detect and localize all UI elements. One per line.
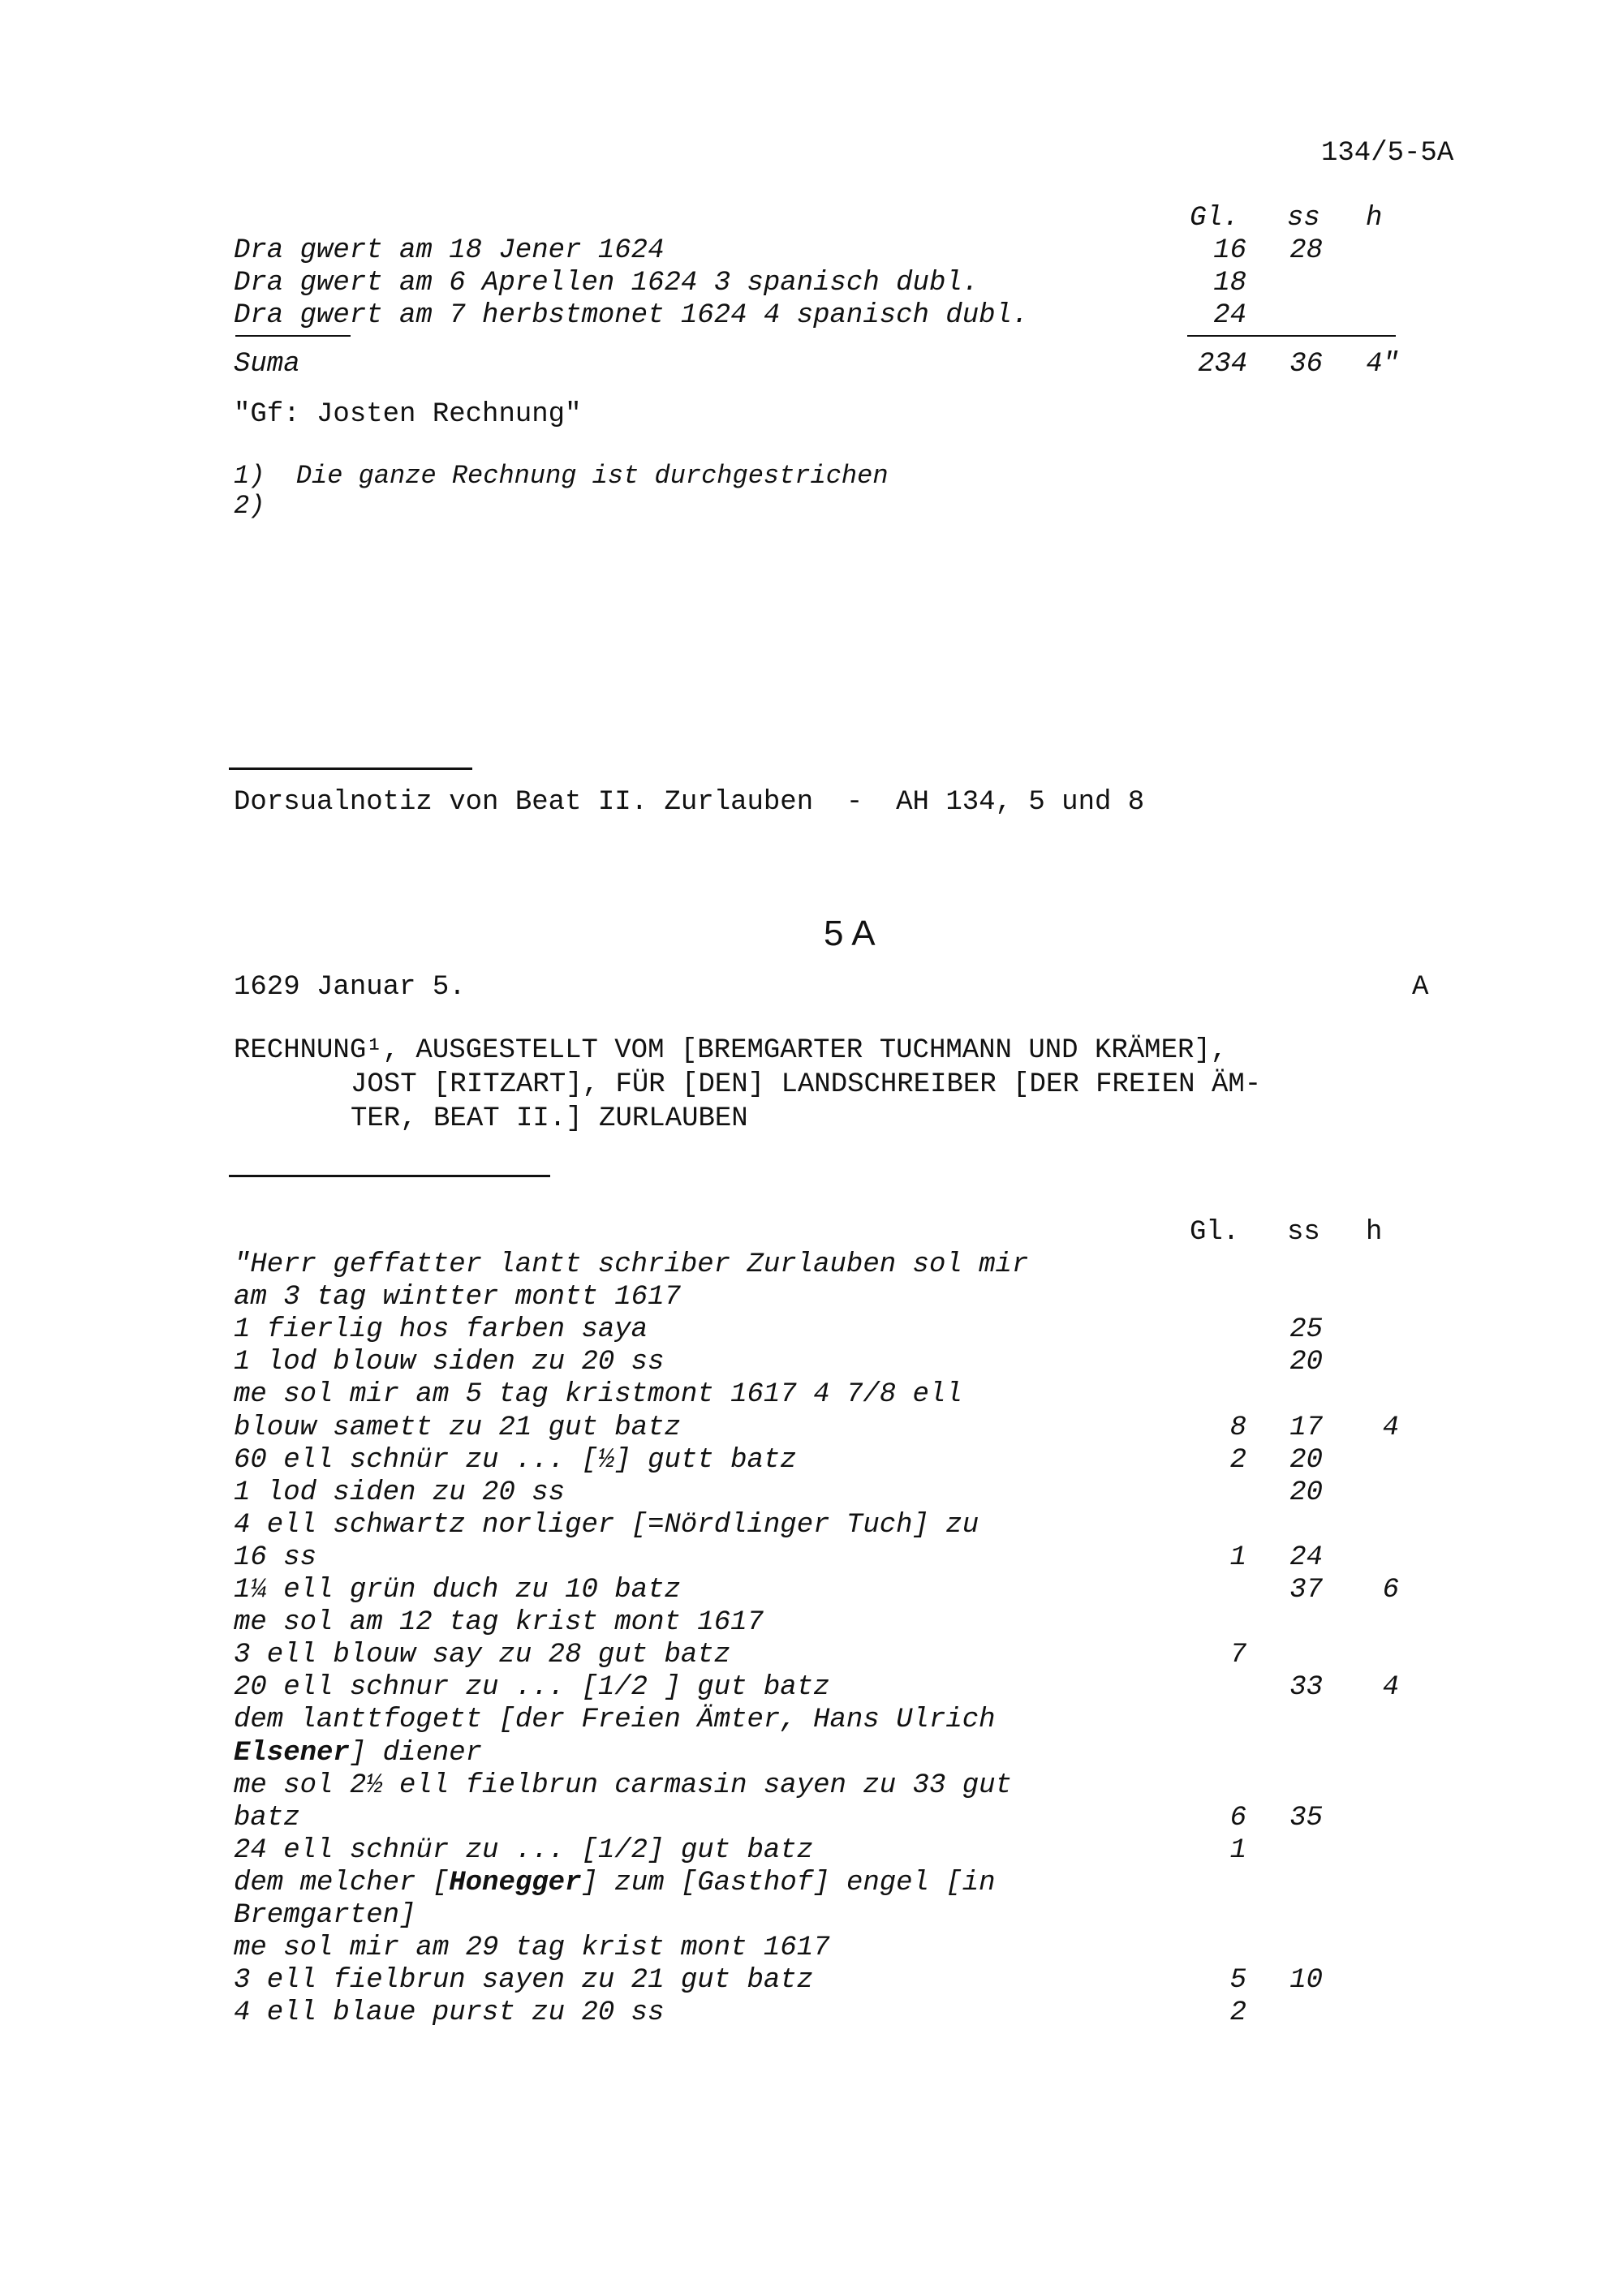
ss-value: 28 [1289, 235, 1323, 266]
gl-value: 16 [1213, 235, 1246, 266]
sum-h: 4" [1366, 349, 1399, 380]
table-row [234, 1412, 681, 1443]
sum-ss: 36 [1289, 349, 1323, 380]
table-row [234, 1803, 300, 1834]
table-row [234, 1835, 813, 1866]
table-row [234, 1249, 1028, 1280]
ss-value: 20 [1289, 1347, 1323, 1378]
row-text: me sol 2½ ell fielbrun carmasin sayen zu 33 gut [234, 1770, 1012, 1801]
ss-value: 10 [1289, 1965, 1323, 1996]
col-header-ss: ss [1287, 203, 1320, 234]
ss-value: 20 [1289, 1445, 1323, 1476]
col-header-ss: ss [1287, 1217, 1320, 1248]
table-row-text: Dra gwert am 6 Aprellen 1624 3 spanisch dubl. [234, 268, 979, 299]
gl-value: 24 [1213, 300, 1246, 331]
row-text: dem lanttfogett [der Freien Ämter, Hans Ulrich [234, 1705, 996, 1735]
gl-value: 2 [1229, 1997, 1246, 2028]
divider [229, 1175, 550, 1177]
ss-value: 35 [1289, 1803, 1323, 1834]
table-row [234, 1770, 1012, 1801]
row-text-continued: ] zum [Gasthof] engel [in [581, 1868, 996, 1898]
row-text: me sol mir am 29 tag krist mont 1617 [234, 1933, 830, 1963]
section-title-line-1: RECHNUNG¹, AUSGESTELLT VOM [BREMGARTER TUCHMANN UND KRÄMER], [234, 1035, 1228, 1066]
table-row [234, 1445, 797, 1476]
row-bold-name: Honegger [449, 1868, 582, 1898]
row-text: 4 ell schwartz norliger [=Nördlinger Tuch] zu [234, 1510, 979, 1541]
ss-value: 33 [1289, 1672, 1323, 1703]
gl-value: 1 [1229, 1835, 1246, 1866]
row-bold-name: Elsener [234, 1738, 350, 1769]
gl-value: 18 [1213, 268, 1246, 299]
note-title: "Gf: Josten Rechnung" [234, 399, 582, 430]
row-text: 20 ell schnur zu ... [1/2 ] gut batz [234, 1672, 830, 1703]
table-row [234, 1933, 830, 1963]
divider [229, 767, 472, 770]
gl-value: 2 [1229, 1445, 1246, 1476]
ss-value: 37 [1289, 1575, 1323, 1606]
gl-value: 1 [1229, 1542, 1246, 1573]
col-header-h: h [1366, 203, 1383, 234]
sum-label: Suma [234, 349, 300, 380]
h-value: 4 [1382, 1412, 1399, 1443]
table-row-text: Dra gwert am 18 Jener 1624 [234, 235, 665, 266]
table-row [234, 1868, 996, 1898]
table-row [234, 1510, 979, 1541]
col-header-gl: Gl. [1190, 1217, 1240, 1248]
ss-value: 20 [1289, 1477, 1323, 1508]
sum-rule [1187, 335, 1396, 337]
row-text: blouw samett zu 21 gut batz [234, 1412, 681, 1443]
table-row [234, 1965, 813, 1996]
row-text: 24 ell schnür zu ... [1/2] gut batz [234, 1835, 814, 1866]
row-text: 60 ell schnür zu ... [½] gutt batz [234, 1445, 797, 1476]
ss-value: 17 [1289, 1412, 1323, 1443]
table-row [234, 1640, 730, 1670]
h-value: 4 [1382, 1672, 1399, 1703]
sum-gl: 234 [1198, 349, 1248, 380]
table-row [234, 1607, 764, 1638]
table-row [234, 1477, 565, 1508]
footnote-2: 2) [234, 491, 265, 521]
table-row [234, 1347, 665, 1378]
row-text: am 3 tag wintter montt 1617 [234, 1282, 681, 1313]
section-date: 1629 Januar 5. [234, 972, 466, 1003]
row-text: 1 lod siden zu 20 ss [234, 1477, 566, 1508]
table-row [234, 1282, 681, 1313]
table-row [234, 1379, 962, 1410]
gl-value: 5 [1229, 1965, 1246, 1996]
underline-mark [235, 335, 351, 337]
row-text: 1 lod blouw siden zu 20 ss [234, 1347, 665, 1378]
section-number: 5 A [824, 914, 876, 953]
row-text: 4 ell blaue purst zu 20 ss [234, 1997, 665, 2028]
row-text: 3 ell blouw say zu 28 gut batz [234, 1640, 731, 1670]
table-row [234, 1705, 996, 1735]
row-text: Bremgarten] [234, 1900, 416, 1931]
table-row [234, 1900, 415, 1931]
ss-value: 25 [1289, 1314, 1323, 1345]
table-row [234, 1672, 830, 1703]
table-row [234, 1542, 316, 1573]
table-row [234, 1314, 648, 1345]
section-title-line-2: JOST [RITZART], FÜR [DEN] LANDSCHREIBER [DER FREIEN ÄM- [351, 1069, 1262, 1100]
row-text-continued: ] diener [349, 1738, 483, 1769]
col-header-gl: Gl. [1190, 203, 1240, 234]
row-text: dem melcher [ [234, 1868, 450, 1898]
row-text: "Herr geffatter lantt schriber Zurlauben sol mir [234, 1249, 1029, 1280]
table-row [234, 1738, 482, 1769]
col-header-h: h [1366, 1217, 1383, 1248]
table-row [234, 1575, 681, 1606]
row-text: me sol am 12 tag krist mont 1617 [234, 1607, 764, 1638]
footnote-1: 1) Die ganze Rechnung ist durchgestrichen [234, 461, 889, 491]
gl-value: 7 [1229, 1640, 1246, 1670]
section-title-line-3: TER, BEAT II.] ZURLAUBEN [351, 1103, 748, 1134]
table-row-text: Dra gwert am 7 herbstmonet 1624 4 spanisch dubl. [234, 300, 1029, 331]
row-text: 3 ell fielbrun sayen zu 21 gut batz [234, 1965, 814, 1996]
section-side: A [1412, 972, 1429, 1003]
ss-value: 24 [1289, 1542, 1323, 1573]
row-text: 1¼ ell grün duch zu 10 batz [234, 1575, 681, 1606]
table-row [234, 1997, 665, 2028]
page-reference: 134/5-5A [1321, 138, 1454, 169]
row-text: me sol mir am 5 tag kristmont 1617 4 7/8 ell [234, 1379, 962, 1410]
h-value: 6 [1382, 1575, 1399, 1606]
gl-value: 6 [1229, 1803, 1246, 1834]
row-text: batz [234, 1803, 300, 1834]
row-text: 16 ss [234, 1542, 317, 1573]
dorsual-note: Dorsualnotiz von Beat II. Zurlauben - AH 134, 5 und 8 [234, 787, 1145, 818]
row-text: 1 fierlig hos farben saya [234, 1314, 648, 1345]
gl-value: 8 [1229, 1412, 1246, 1443]
